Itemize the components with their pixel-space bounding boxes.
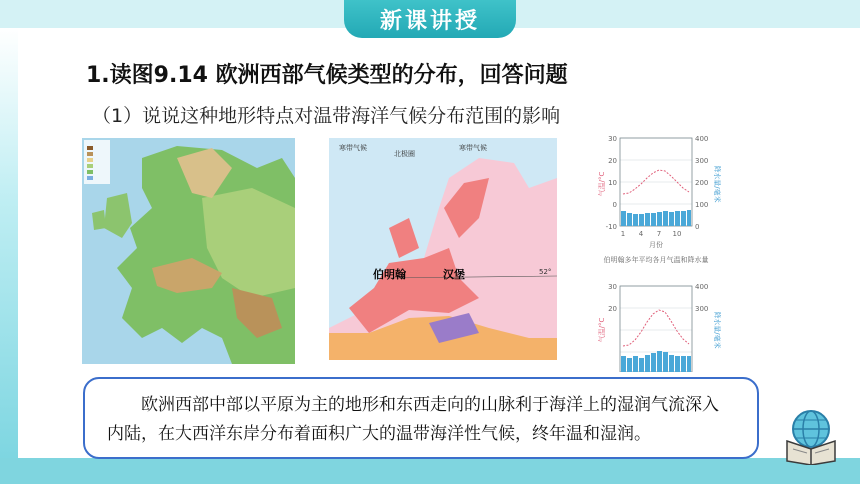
chart1-xtick-1: 1 bbox=[620, 230, 626, 238]
city-label-birmingham: 伯明翰 bbox=[373, 268, 406, 281]
sea-label-2: 寒带气候 bbox=[459, 144, 487, 152]
chart1-xtick-4: 10 bbox=[672, 230, 682, 238]
chart2-ylabel-left: 气温/°C bbox=[598, 317, 606, 343]
chart1-ytick-right-3: 200 bbox=[695, 179, 709, 187]
latitude-label: 52° bbox=[539, 268, 552, 276]
chart2-ytick-right-2: 300 bbox=[695, 305, 709, 313]
section-tag bbox=[344, 0, 516, 38]
chart2-ylabel-right: 降水量/毫米 bbox=[713, 311, 721, 349]
climate-map-graphic bbox=[329, 138, 557, 360]
chart1-ytick-right-1: 400 bbox=[695, 135, 709, 143]
chart1-ytick-right-5: 0 bbox=[695, 223, 700, 231]
answer-line-1: 欧洲西部中部以平原为主的地形和东西走向的山脉利于海洋上的湿润气流深入 bbox=[141, 395, 719, 415]
side-accent bbox=[0, 28, 18, 458]
europe-relief-map bbox=[82, 138, 295, 364]
chart1-ytick-left-5: -10 bbox=[605, 223, 617, 231]
climate-distribution-map bbox=[329, 138, 557, 360]
section-tag-label: 新课讲授 bbox=[379, 8, 480, 34]
chart-1-graphic bbox=[592, 128, 722, 274]
chart1-ytick-left-2: 20 bbox=[608, 157, 617, 165]
answer-callout bbox=[83, 377, 759, 459]
chart1-ylabel-right: 降水量/毫米 bbox=[713, 165, 721, 203]
climate-chart-birmingham bbox=[592, 128, 722, 274]
arctic-circle-label: 北极圈 bbox=[394, 150, 415, 158]
chart1-ytick-left-4: 0 bbox=[612, 201, 617, 209]
chart2-ytick-left-2: 20 bbox=[608, 305, 617, 313]
slide-title: 1.读图9.14 欧洲西部气候类型的分布，回答问题 bbox=[86, 63, 568, 88]
chart1-ytick-right-4: 100 bbox=[695, 201, 709, 209]
chart1-ylabel-left: 气温/°C bbox=[598, 171, 606, 197]
chart1-xtick-2: 4 bbox=[638, 230, 644, 238]
chart1-caption: 伯明翰多年平均各月气温和降水量 bbox=[603, 256, 709, 264]
answer-line-2: 内陆，在大西洋东岸分布着面积广大的温带海洋性气候，终年温和湿润。 bbox=[107, 424, 651, 444]
city-label-hamburg: 汉堡 bbox=[443, 268, 465, 281]
chart1-ytick-right-2: 300 bbox=[695, 157, 709, 165]
chart2-ytick-left-1: 30 bbox=[608, 283, 617, 291]
relief-map-graphic bbox=[82, 138, 295, 364]
chart1-xlabel: 月份 bbox=[649, 241, 663, 249]
chart-2-graphic bbox=[592, 276, 722, 372]
globe-book-icon bbox=[781, 405, 841, 465]
chart1-xtick-3: 7 bbox=[656, 230, 662, 238]
bottom-band bbox=[0, 458, 860, 484]
chart1-ytick-left-1: 30 bbox=[608, 135, 617, 143]
chart2-ytick-right-1: 400 bbox=[695, 283, 709, 291]
question-text: （1）说说这种地形特点对温带海洋气候分布范围的影响 bbox=[92, 105, 561, 127]
climate-chart-hamburg bbox=[592, 276, 722, 372]
chart1-ytick-left-3: 10 bbox=[608, 179, 617, 187]
sea-label-1: 寒带气候 bbox=[339, 144, 367, 152]
